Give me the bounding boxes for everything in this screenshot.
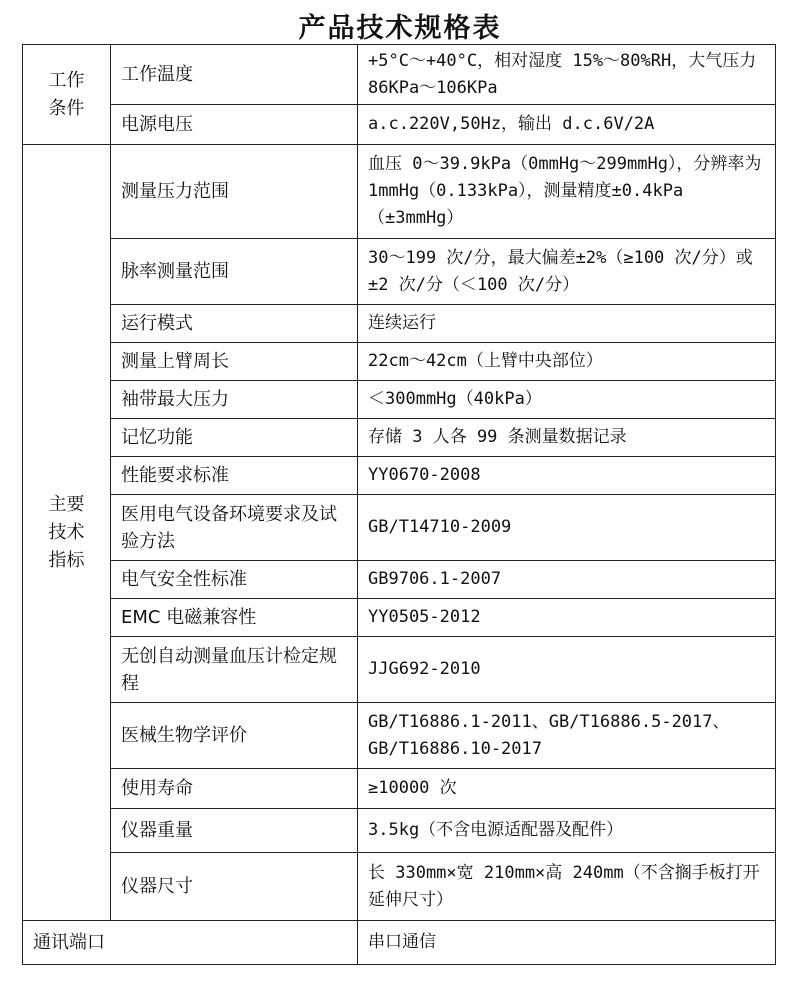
table-row: [23, 145, 776, 239]
table-row: [23, 703, 776, 769]
spec-value: ＜300mmHg（40kPa）: [358, 381, 776, 419]
spec-value: +5°C～+40°C，相对湿度 15%～80%RH，大气压力 86KPa～106KPa: [358, 45, 776, 105]
spec-name: 记忆功能: [111, 419, 358, 457]
table-row: [23, 769, 776, 809]
table-row: [23, 809, 776, 853]
spec-value: 30～199 次/分，最大偏差±2%（≥100 次/分）或±2 次/分（＜100 次/分）: [358, 239, 776, 305]
spec-value: 血压 0～39.9kPa（0mmHg～299mmHg），分辨率为 1mmHg（0.133kPa），测量精度±0.4kPa（±3mmHg）: [358, 145, 776, 239]
category-cell: 工作条件: [23, 45, 111, 145]
spec-value: 3.5kg（不含电源适配器及配件）: [358, 809, 776, 853]
spec-name: 袖带最大压力: [111, 381, 358, 419]
table-row: [23, 45, 776, 105]
spec-value: a.c.220V,50Hz，输出 d.c.6V/2A: [358, 105, 776, 145]
spec-name: 仪器尺寸: [111, 853, 358, 921]
spec-name: 医用电气设备环境要求及试验方法: [111, 495, 358, 561]
spec-name: 仪器重量: [111, 809, 358, 853]
table-row: [23, 495, 776, 561]
spec-value: JJG692-2010: [358, 637, 776, 703]
table-row: [23, 343, 776, 381]
spec-name: 电气安全性标准: [111, 561, 358, 599]
spec-value: 串口通信: [358, 921, 776, 965]
table-row: [23, 561, 776, 599]
table-row: [23, 239, 776, 305]
spec-table: [22, 44, 776, 965]
table-row: [23, 599, 776, 637]
table-row: [23, 853, 776, 921]
spec-value: 22cm～42cm（上臂中央部位）: [358, 343, 776, 381]
spec-value: 存储 3 人各 99 条测量数据记录: [358, 419, 776, 457]
table-row: [23, 637, 776, 703]
spec-name: 医械生物学评价: [111, 703, 358, 769]
spec-value: ≥10000 次: [358, 769, 776, 809]
spec-name: 无创自动测量血压计检定规程: [111, 637, 358, 703]
spec-name: 电源电压: [111, 105, 358, 145]
spec-value: YY0505-2012: [358, 599, 776, 637]
table-row: [23, 105, 776, 145]
table-row: [23, 305, 776, 343]
page-title: 产品技术规格表: [298, 13, 502, 44]
table-row: [23, 381, 776, 419]
spec-name: EMC 电磁兼容性: [111, 599, 358, 637]
spec-name: 测量上臂周长: [111, 343, 358, 381]
spec-value: 长 330mm×宽 210mm×高 240mm（不含搁手板打开延伸尺寸）: [358, 853, 776, 921]
table-row: [23, 921, 776, 965]
spec-value: 连续运行: [358, 305, 776, 343]
spec-name: 脉率测量范围: [111, 239, 358, 305]
spec-name: 运行模式: [111, 305, 358, 343]
spec-value: YY0670-2008: [358, 457, 776, 495]
spec-value: GB9706.1-2007: [358, 561, 776, 599]
spec-value: GB/T14710-2009: [358, 495, 776, 561]
spec-value: GB/T16886.1-2011、GB/T16886.5-2017、GB/T16886.10-2017: [358, 703, 776, 769]
category-cell: 主要技术指标: [23, 145, 111, 921]
spec-name: 使用寿命: [111, 769, 358, 809]
table-row: [23, 457, 776, 495]
spec-name: 工作温度: [111, 45, 358, 105]
table-row: [23, 419, 776, 457]
spec-name: 通讯端口: [23, 921, 358, 965]
spec-name: 性能要求标准: [111, 457, 358, 495]
spec-name: 测量压力范围: [111, 145, 358, 239]
